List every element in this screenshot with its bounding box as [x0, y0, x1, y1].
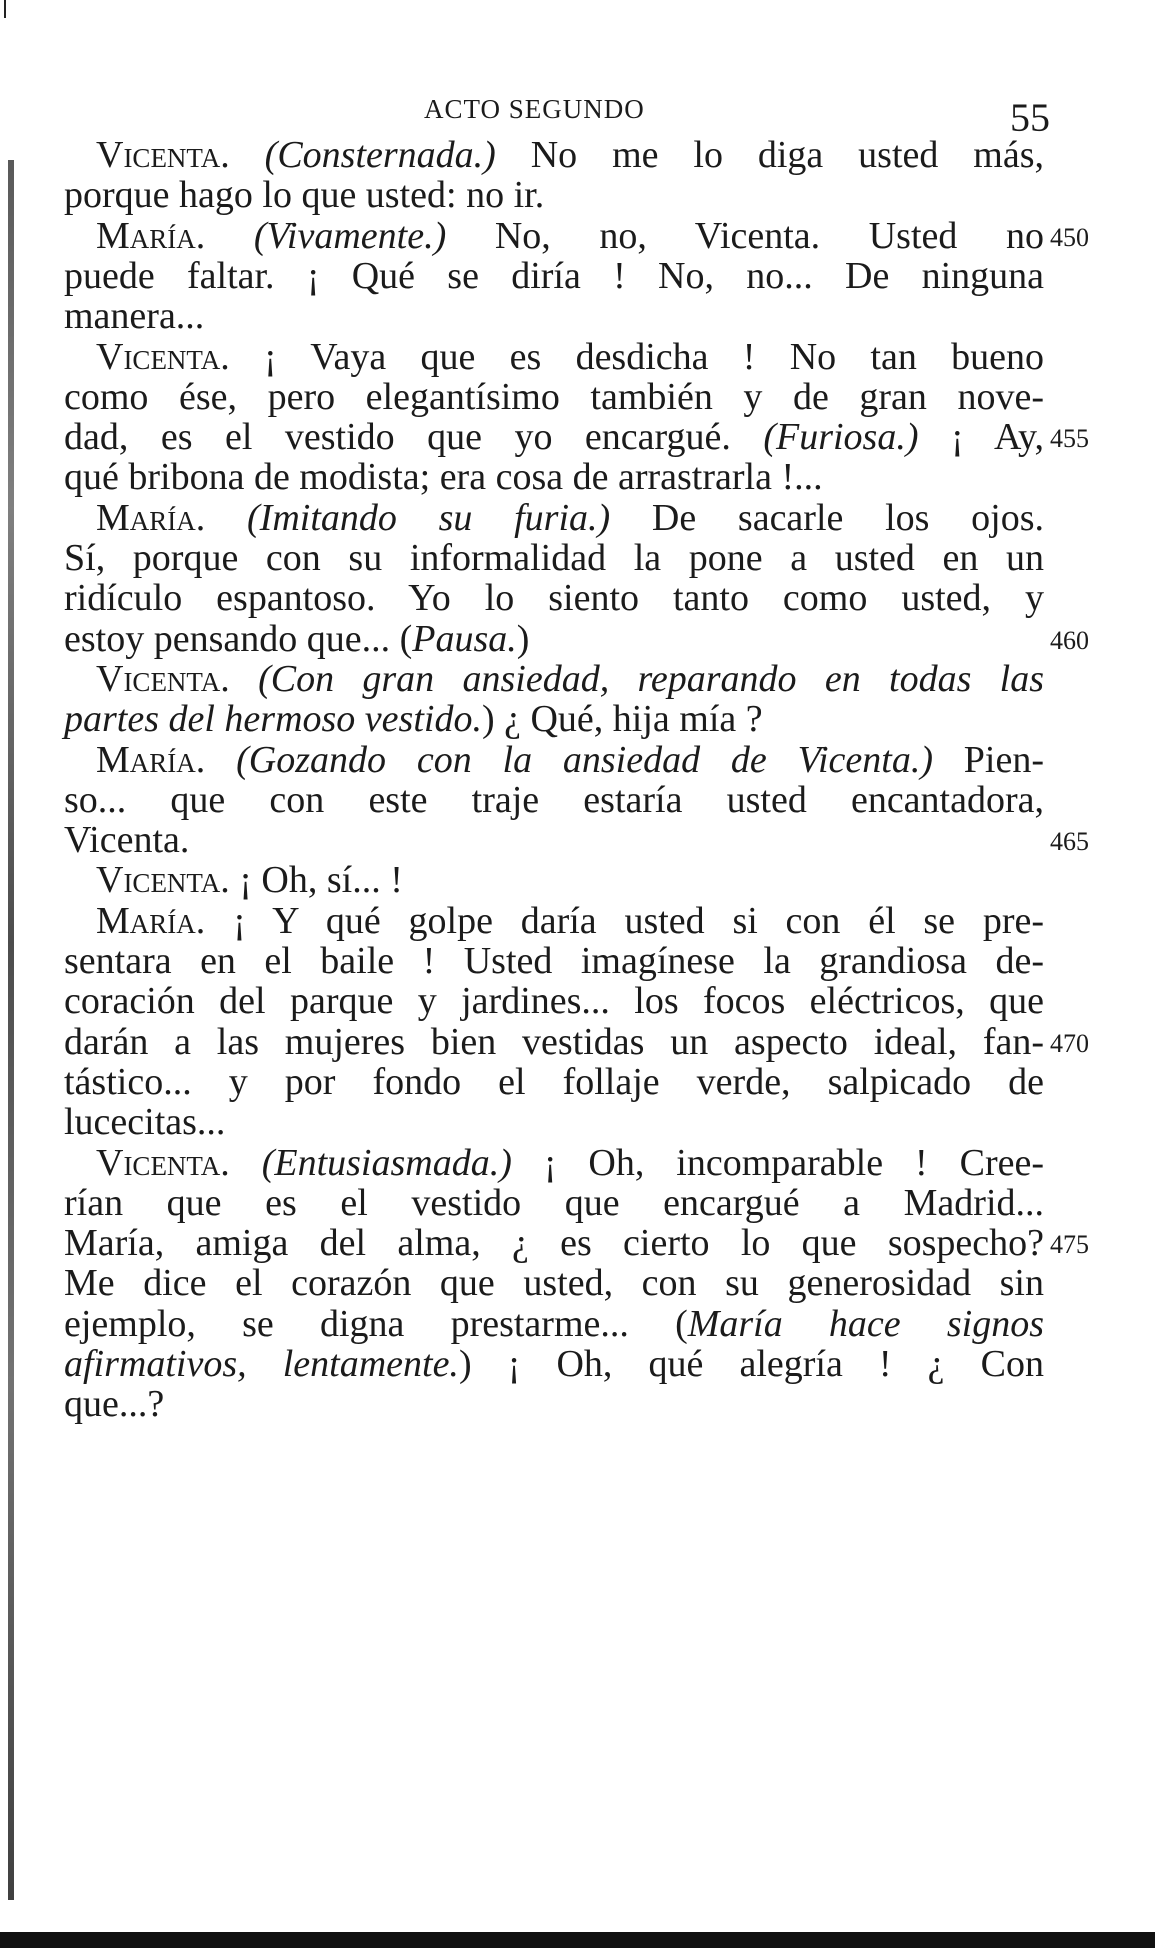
page-binding-edge	[8, 160, 14, 1900]
dialogue-text: De sacarle los ojos.	[610, 496, 1045, 539]
line-number: 460	[1050, 625, 1089, 655]
stage-direction: partes del hermoso vestido.	[64, 698, 482, 741]
dialogue-text: dad, es el vestido que yo encargué.	[64, 416, 764, 459]
dialogue-text: ridículo espantoso. Yo lo siento tanto como usted, y	[64, 577, 1044, 620]
stage-direction: (Furiosa.)	[763, 416, 919, 459]
dialogue-text: coración del parque y jardines... los focos eléctricos, que	[64, 980, 1044, 1023]
dialogue-text: lucecitas...	[64, 1101, 226, 1144]
line-number: 465	[1050, 827, 1089, 857]
stage-direction: (Gozando con la ansiedad de Vicenta.)	[236, 738, 933, 781]
dialogue-text: ) ¡ Oh, qué alegría ! ¿ Con	[458, 1343, 1044, 1385]
bottom-edge	[0, 1932, 1155, 1948]
dialogue-text: ¡ Oh, sí... !	[229, 859, 403, 902]
stage-direction: (Entusiasmada.)	[261, 1141, 512, 1184]
text-line	[64, 1379, 1044, 1429]
dialogue-text: tástico... y por fondo el follaje verde, salpicado de	[64, 1060, 1044, 1103]
dialogue-text: María, amiga del alma, ¿ es cierto lo que sospecho?	[64, 1222, 1044, 1265]
speaker-name: Vicenta.	[96, 657, 230, 700]
stage-direction: (Con gran ansiedad, reparando en todas las	[258, 657, 1045, 700]
dialogue-text: porque hago lo que usted: no ir.	[64, 174, 545, 217]
dialogue-text: que...?	[64, 1383, 165, 1426]
speaker-name: María.	[96, 899, 206, 942]
dialogue-text: sentara en el baile ! Usted imagínese la grandiosa de-	[64, 940, 1044, 982]
dialogue-text: manera...	[64, 295, 205, 338]
dialogue-text: ejemplo, se digna prestarme... (	[64, 1302, 688, 1345]
corner-mark	[4, 0, 6, 18]
dialogue-text: Pien-	[932, 738, 1045, 781]
stage-direction: María hace signos	[687, 1302, 1044, 1345]
page-number: 55	[1010, 95, 1050, 140]
dialogue-text: Me dice el corazón que usted, con su generosidad sin	[64, 1262, 1044, 1305]
line-number: 475	[1050, 1230, 1089, 1260]
running-header: ACTO SEGUNDO	[424, 94, 645, 124]
dialogue-text: qué bribona de modista; era cosa de arrastrarla !...	[64, 456, 823, 499]
stage-direction: (Consternada.)	[264, 134, 496, 176]
line-number: 455	[1050, 424, 1089, 454]
line-number: 470	[1050, 1028, 1089, 1058]
stage-direction: (Imitando su furia.)	[247, 496, 611, 539]
stage-direction: Pausa.	[412, 617, 517, 660]
dialogue-text: Sí, porque con su informalidad la pone a usted en un	[64, 537, 1044, 579]
dialogue-text: ¡ Y qué golpe daría usted si con él se pre-	[205, 899, 1044, 942]
line-number: 450	[1050, 222, 1089, 252]
dialogue-text: estoy pensando que... (	[64, 617, 413, 660]
dialogue-text: Vicenta.	[64, 819, 190, 862]
dialogue-text: so... que con este traje estaría usted encantadora,	[64, 778, 1044, 821]
dialogue-text: No, no, Vicenta. Usted no	[446, 214, 1044, 257]
dialogue-text: como ése, pero elegantísimo también y de gran nove-	[64, 375, 1044, 418]
speaker-name: María.	[96, 214, 206, 257]
speaker-name: María.	[96, 738, 206, 781]
dialogue-text: rían que es el vestido que encargué a Madrid...	[64, 1181, 1044, 1224]
dialogue-text: ¡ Ay,	[918, 416, 1044, 459]
speaker-name: Vicenta.	[96, 134, 230, 176]
speaker-name: Vicenta.	[96, 335, 230, 378]
dialogue-text: puede faltar. ¡ Qué se diría ! No, no... De ninguna	[64, 254, 1044, 297]
dialogue-text: No me lo diga usted más,	[495, 134, 1044, 176]
dialogue-text: ¡ Vaya que es desdicha ! No tan bueno	[229, 335, 1044, 378]
dialogue-text: ¡ Oh, incomparable ! Cree-	[511, 1141, 1045, 1184]
dialogue-text: darán a las mujeres bien vestidas un aspecto ideal, fan-	[64, 1020, 1044, 1063]
stage-direction: (Vivamente.)	[253, 214, 447, 257]
speaker-name: Vicenta.	[96, 859, 230, 902]
dialogue-text: )	[516, 617, 530, 660]
dialogue-text: ) ¿ Qué, hija mía ?	[481, 698, 763, 741]
speaker-name: Vicenta.	[96, 1141, 230, 1184]
speaker-name: María.	[96, 496, 206, 539]
stage-direction: afirmativos, lentamente.	[64, 1343, 459, 1385]
